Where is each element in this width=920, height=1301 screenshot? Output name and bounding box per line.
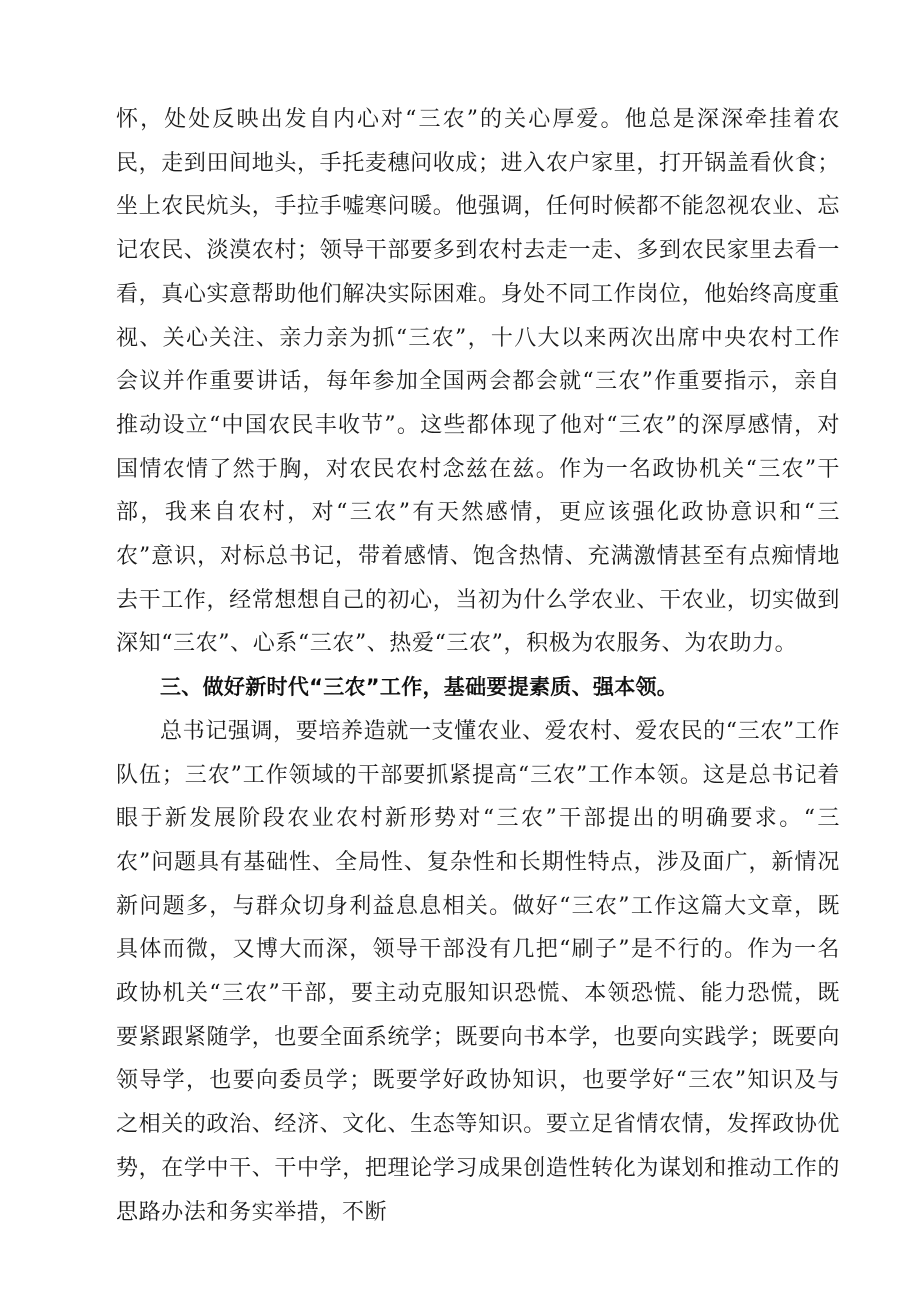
section-heading-three: 三、做好新时代“三农”工作，基础要提素质、强本领。 xyxy=(160,675,679,700)
body-paragraph: 总书记强调，要培养造就一支懂农业、爱农村、爱农民的“三农”工作队伍；三农”工作领域的干部要抓紧提高“三农”工作本领。这是总书记着眼于新发展阶段农业农村新形势对“三农”干部提出的明确要求。“三农”问题具有基础性、全局性、复杂性和长期性特点，涉及面广，新情况新问题多，与群众切身利益息息相关。做好“三农”工作这篇大文章，既具体而微，又博大而深，领导干部没有几把“刷子”是不行的。作为一名政协机关“三农”干部，要主动克服知识恐慌、本领恐慌、能力恐慌，既要紧跟紧随学，也要全面系统学；既要向书本学，也要向实践学；既要向领导学，也要向委员学；既要学好政协知识，也要学好“三农”知识及与之相关的政治、经济、文化、生态等知识。要立足省情农情，发挥政协优势，在学中干、干中学，把理论学习成果创造性转化为谋划和推动工作的思路办法和务实举措，不断 xyxy=(116,718,840,1225)
body-paragraph-continued: 怀，处处反映出发自内心对“三农”的关心厚爱。他总是深深牵挂着农民，走到田间地头，手托麦穗问收成；进入农户家里，打开锅盖看伙食；坐上农民炕头，手拉手嘘寒问暖。他强调，任何时候都不能忽视农业、忘记农民、淡漠农村；领导干部要多到农村去走一走、多到农民家里去看一看，真心实意帮助他们解决实际困难。身处不同工作岗位，他始终高度重视、关心关注、亲力亲为抓“三农”，十八大以来两次出席中央农村工作会议并作重要讲话，每年参加全国两会都会就“三农”作重要指示，亲自推动设立“中国农民丰收节”。这些都体现了他对“三农”的深厚感情，对国情农情了然于胸，对农民农村念兹在兹。作为一名政协机关“三农”干部，我来自农村，对“三农”有天然感情，更应该强化政协意识和“三农”意识，对标总书记，带着感情、饱含热情、充满激情甚至有点痴情地去干工作，经常想想自己的初心，当初为什么学农业、干农业，切实做到深知“三农”、心系“三农”、热爱“三农”，积极为农服务、为农助力。 xyxy=(116,107,840,657)
document-body xyxy=(116,98,840,1234)
